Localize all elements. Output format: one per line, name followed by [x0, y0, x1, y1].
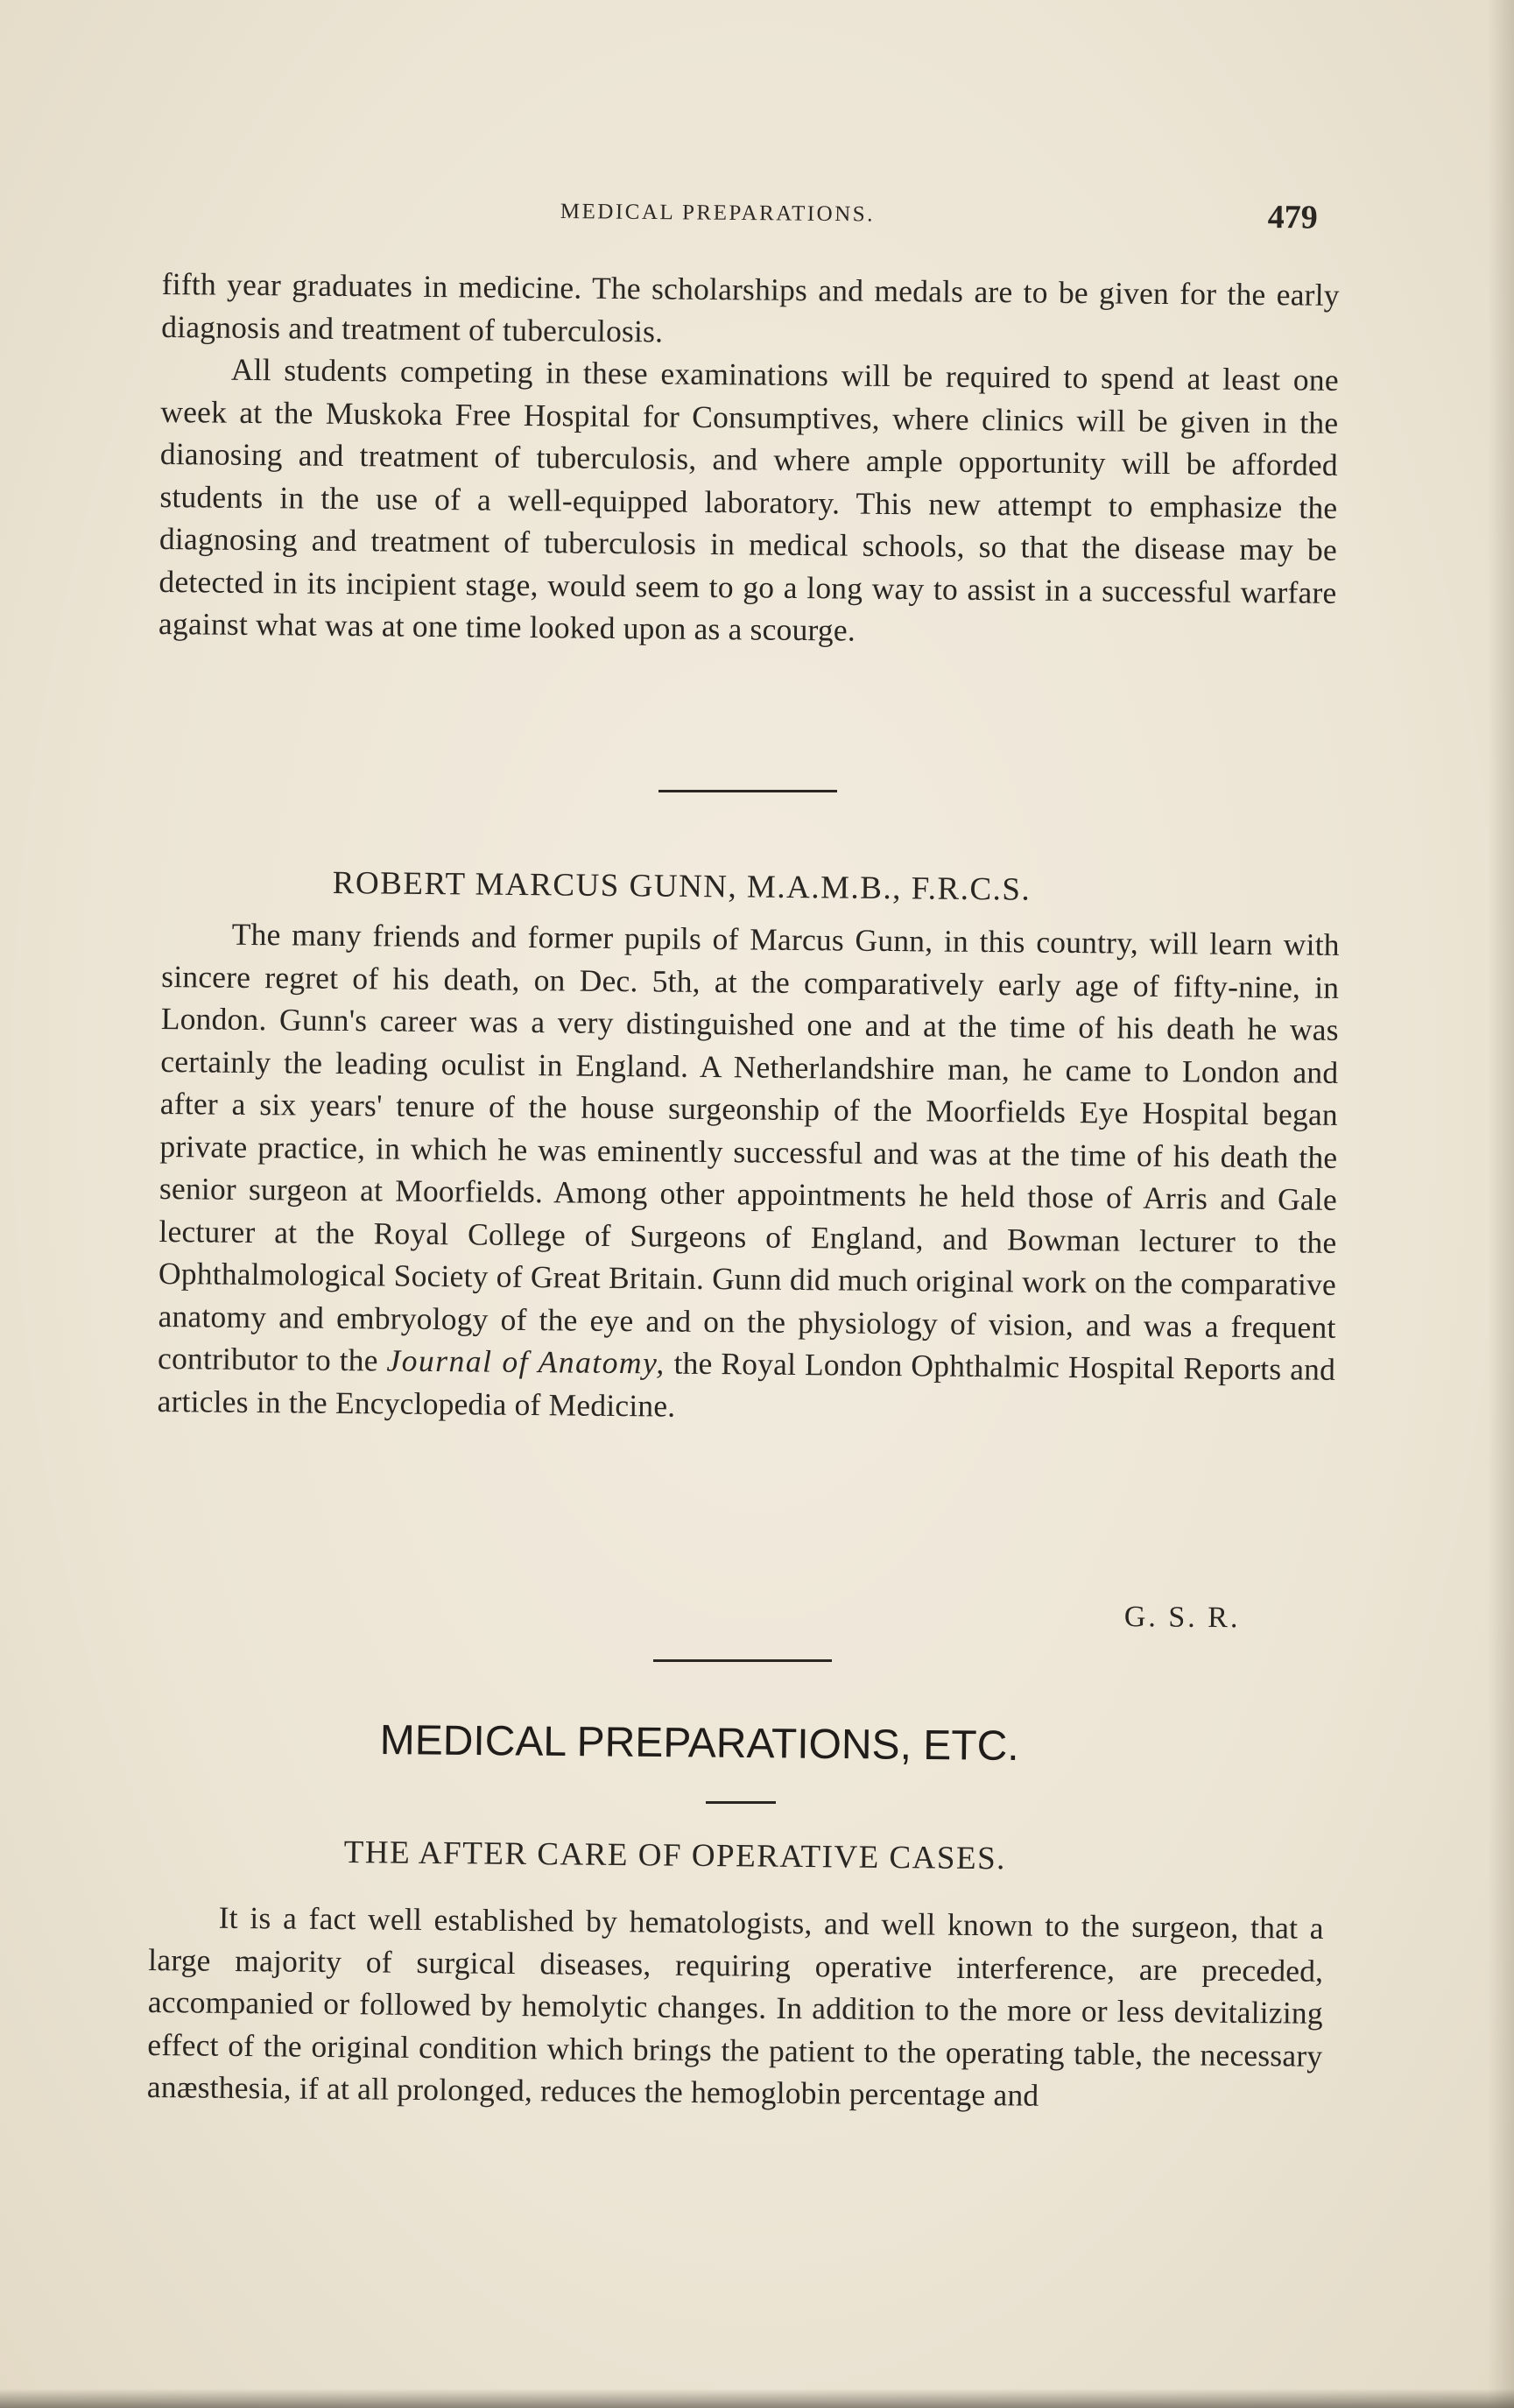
divider-rule — [658, 790, 837, 792]
page-bottom-shadow — [0, 2389, 1514, 2408]
journal-title: Journal of Anatomy, — [386, 1342, 665, 1381]
obituary-text — [157, 912, 1340, 1433]
obituary-heading: ROBERT MARCUS GUNN, M.A.M.B., F.R.C.S. — [332, 864, 1032, 908]
obituary-body-end: the Royal London Ophthalmic Hospital Reports and articles in the Encyclopedia of Medicine. — [157, 1345, 1336, 1424]
obituary-body-start: The many friends and former pupils of Marcus Gunn, in this country, will learn with sincere regret of his death, on Dec. 5th, at the comparatively early age of fifty-nine, in London. Gunn's career was a very distinguished one and at the time of his death he was certainly the leading oculist in England. A Netherlandshire man, he came to London and after a six years' tenure of the house surgeonship of the Moorfields Eye Hospital began private practice, in which he was eminently successful and was at the time of his death the senior surgeon at Moorfields. Among other appointments he held those of Arris and Gale lecturer at the Royal College of Surgeons of England, and Bowman lecturer to the Ophthalmological Society of Great Britain. Gunn did much original work on the comparative anatomy and embryology of the eye and on the physiology of vision, and was a frequent contributor to the — [157, 916, 1340, 1378]
paragraph — [157, 912, 1340, 1433]
article-subheading: THE AFTER CARE OF OPERATIVE CASES. — [343, 1834, 1007, 1877]
paragraph: It is a fact well established by hematologists, and well known to the surgeon, that a large majority of surgical diseases, requiring operative interference, are preceded, accompanied or followed by hemolytic changes. In addition to the more or less devitalizing effect of the original condition which brings the patient to the operating table, the necessary anæsthesia, if at all prolonged, reduces the hemoglobin percentage and — [146, 1899, 1324, 2113]
short-divider-rule — [706, 1801, 776, 1804]
tuberculosis-text — [158, 263, 1340, 656]
page-edge-shadow — [1488, 0, 1514, 2408]
author-initials: G. S. R. — [1123, 1601, 1241, 1635]
section-heading: MEDICAL PREPARATIONS, ETC. — [379, 1717, 1019, 1771]
after-care-text — [147, 1896, 1324, 2119]
paragraph: fifth year graduates in medicine. The scholarships and medals are to be given for the early diagnosis and treatment of tuberculosis. — [161, 265, 1340, 349]
paragraph: All students competing in these examinations will be required to spend at least one week at the Muskoka Free Hospital for Consumptives, where clinics will be given in the dianosing and treatment of tuberculosis, and where ample opportunity will be afforded students in the use of a well-equipped laboratory. This new attempt to emphasize the diagnosing and treatment of tuberculosis in medical schools, so that the disease may be detected in its incipient stage, would seem to go a long way to assist in a successful warfare against what was at one time looked upon as a scourge. — [158, 351, 1339, 648]
page-number: 479 — [1267, 198, 1318, 236]
running-head: MEDICAL PREPARATIONS. — [560, 200, 876, 227]
divider-rule — [653, 1659, 832, 1662]
